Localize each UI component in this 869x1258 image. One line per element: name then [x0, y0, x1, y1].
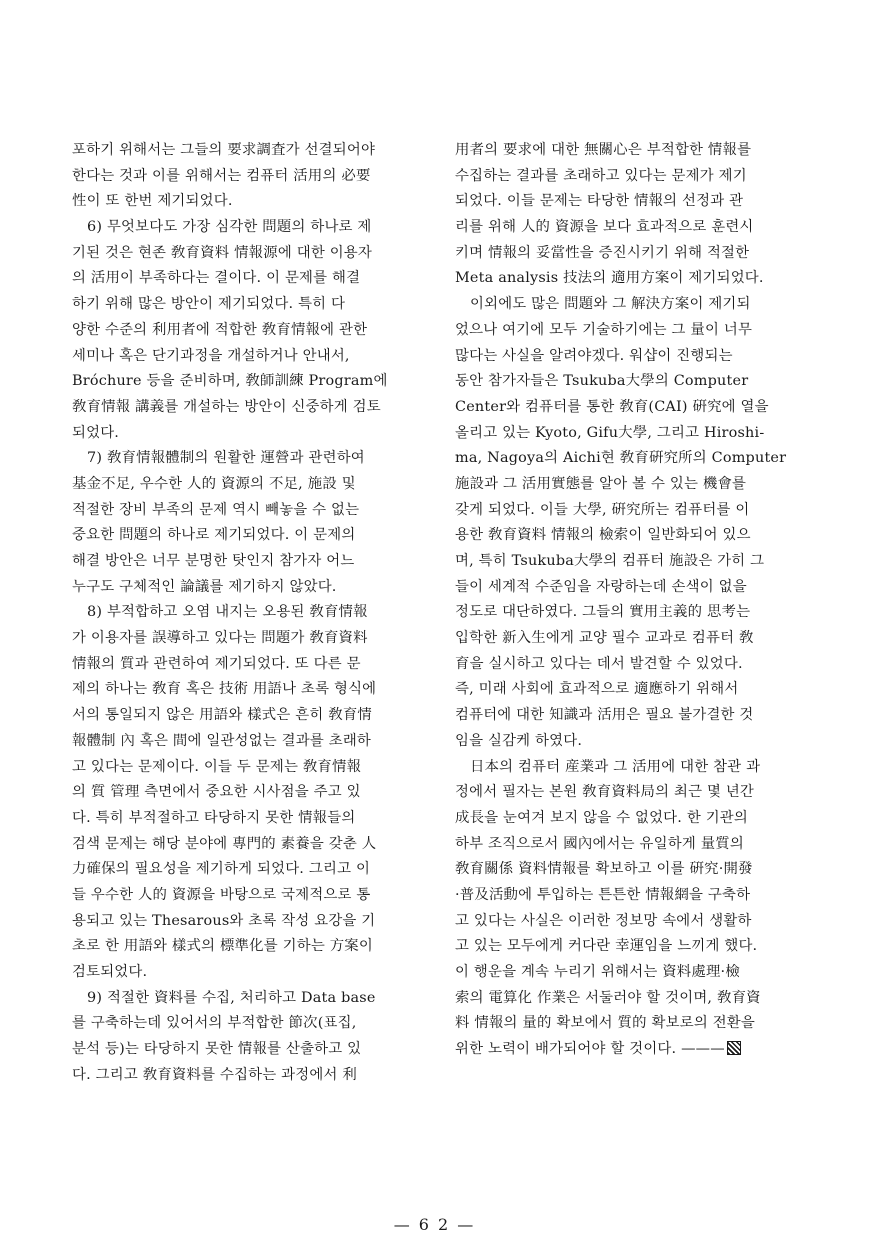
text-line — [455, 703, 805, 729]
text-line-content: 정에서 필자는 본원 敎育資料局의 최근 몇 년간 — [455, 784, 755, 801]
text-line — [72, 189, 414, 215]
text-line — [72, 1063, 414, 1089]
left-text-column — [72, 138, 414, 1088]
text-line — [455, 369, 805, 395]
text-line-content: 日本의 컴퓨터 産業과 그 活用에 대한 참관 과 — [470, 758, 761, 775]
text-line — [455, 292, 805, 318]
text-line — [72, 266, 414, 292]
text-line — [72, 703, 414, 729]
text-line-content: 며, 특히 Tsukuba大學의 컴퓨터 施設은 가히 그 — [455, 553, 765, 569]
text-line — [72, 549, 414, 575]
text-line-content: 컴퓨터에 대한 知識과 活用은 필요 불가결한 것 — [455, 707, 754, 724]
text-line-content: 다. 그리고 敎育資料를 수집하는 과정에서 利 — [72, 1066, 357, 1083]
text-line — [72, 832, 414, 858]
text-line-content: 포하기 위해서는 그들의 要求調査가 선결되어야 — [72, 142, 376, 158]
text-line — [72, 857, 414, 883]
text-line-content: 하부 조직으로서 國內에서는 유일하게 量質의 — [455, 835, 744, 852]
text-line — [455, 318, 805, 344]
text-line — [455, 344, 805, 370]
text-line — [455, 986, 805, 1012]
text-line-content: 料 情報의 量的 확보에서 質的 확보로의 전환을 — [455, 1015, 755, 1032]
text-line-content: 리를 위해 人的 資源을 보다 효과적으로 훈련시 — [455, 219, 754, 236]
text-line — [72, 883, 414, 909]
text-line-content: 敎育情報 講義를 개설하는 방안이 신중하게 검토 — [72, 398, 381, 415]
text-line — [72, 729, 414, 755]
text-line-content: 力確保의 필요성을 제기하게 되었다. 그리고 이 — [72, 861, 371, 878]
text-line-content: 위한 노력이 배가되어야 할 것이다. ——— — [455, 1041, 725, 1058]
text-line-content: 들 우수한 人的 資源을 바탕으로 국제적으로 통 — [72, 886, 371, 903]
text-line-content: 입학한 新入生에게 교양 필수 교과로 컴퓨터 敎 — [455, 630, 754, 647]
text-line-content: 7) 敎育情報體制의 원활한 運營과 관련하여 — [87, 450, 365, 467]
right-text-column — [455, 138, 805, 1063]
text-line — [72, 292, 414, 318]
text-line — [455, 446, 805, 472]
text-line — [455, 189, 805, 215]
text-line — [72, 344, 414, 370]
text-line — [72, 909, 414, 935]
text-line — [72, 934, 414, 960]
text-line-content: 분석 등)는 타당하지 못한 情報를 산출하고 있 — [72, 1041, 362, 1058]
text-line — [455, 241, 805, 267]
text-line — [455, 1037, 805, 1063]
text-line — [72, 1011, 414, 1037]
text-line-content: 갖게 되었다. 이들 大學, 硏究所는 컴퓨터를 이 — [455, 501, 750, 518]
text-line — [455, 472, 805, 498]
text-line-content: 의 活用이 부족하다는 결이다. 이 문제를 해결 — [72, 270, 361, 287]
text-line-content: 적절한 장비 부족의 문제 역시 빼놓을 수 없는 — [72, 501, 360, 518]
text-line — [455, 806, 805, 832]
text-line-content: 한다는 것과 이를 위해서는 컴퓨터 活用의 必要 — [72, 167, 371, 184]
text-line — [455, 857, 805, 883]
text-line — [72, 164, 414, 190]
text-line-content: 育을 실시하고 있다는 데서 발견할 수 있었다. — [455, 655, 743, 672]
text-line — [72, 498, 414, 524]
text-line — [455, 780, 805, 806]
text-line — [455, 600, 805, 626]
text-line — [72, 421, 414, 447]
text-line — [72, 446, 414, 472]
text-line — [72, 755, 414, 781]
text-line — [72, 600, 414, 626]
text-line — [455, 421, 805, 447]
text-line-content: 고 있다는 사실은 이러한 정보망 속에서 생활하 — [455, 912, 752, 929]
text-line-content: 키며 情報의 妥當性을 증진시키기 위해 적절한 — [455, 244, 750, 261]
text-line — [455, 883, 805, 909]
text-line — [72, 780, 414, 806]
text-line — [455, 395, 805, 421]
text-line-content: 양한 수준의 利用者에 적합한 敎育情報에 관한 — [72, 321, 368, 338]
text-line — [455, 960, 805, 986]
text-line-content: 고 있다는 문제이다. 이들 두 문제는 敎育情報 — [72, 758, 362, 775]
text-line-content: 용한 敎育資料 情報의 檢索이 일반화되어 있으 — [455, 527, 751, 544]
text-line — [455, 266, 805, 292]
text-line-content: 제의 하나는 敎育 혹은 技術 用語나 초록 형식에 — [72, 681, 377, 698]
text-line-content: 性이 또 한번 제기되었다. — [72, 193, 233, 210]
text-line — [455, 934, 805, 960]
text-line — [455, 832, 805, 858]
text-line-content: 가 이용자를 誤導하고 있다는 問題가 敎育資料 — [72, 630, 368, 647]
text-line — [455, 677, 805, 703]
text-line — [455, 498, 805, 524]
text-line — [72, 626, 414, 652]
text-line-content: ma, Nagoya의 Aichi현 敎育硏究所의 Computer — [455, 450, 787, 467]
text-line — [455, 729, 805, 755]
text-line-content: 정도로 대단하였다. 그들의 實用主義的 思考는 — [455, 604, 751, 621]
text-line — [72, 472, 414, 498]
text-line-content: 이 행운을 계속 누리기 위해서는 資料處理·檢 — [455, 964, 740, 980]
text-line-content: 9) 적절한 資料를 수집, 처리하고 Data base — [87, 989, 376, 1006]
text-line-content: 되었다. 이들 문제는 타당한 情報의 선정과 관 — [455, 193, 744, 210]
text-line-content: 올리고 있는 Kyoto, Gifu大學, 그리고 Hiroshi- — [455, 424, 765, 441]
text-line — [455, 909, 805, 935]
text-line-content: 다. 특히 부적절하고 타당하지 못한 情報들의 — [72, 809, 356, 826]
text-line — [455, 1011, 805, 1037]
text-line — [72, 138, 414, 164]
text-line-content: 하기 위해 많은 방안이 제기되었다. 특히 다 — [72, 296, 346, 313]
page-number: — 6 2 — — [393, 1215, 476, 1234]
text-line — [455, 626, 805, 652]
text-line — [72, 523, 414, 549]
text-line-content: Center와 컴퓨터를 통한 敎育(CAI) 硏究에 열을 — [455, 398, 769, 415]
text-line-content: 情報의 質과 관련하여 제기되었다. 또 다른 문 — [72, 655, 361, 672]
text-line-content: 施設과 그 活用實態를 알아 볼 수 있는 機會를 — [455, 475, 747, 492]
text-line — [72, 1037, 414, 1063]
text-line-content: Bróchure 등을 준비하며, 敎師訓練 Program에 — [72, 373, 388, 390]
text-line — [72, 986, 414, 1012]
text-line — [72, 806, 414, 832]
text-line-content: 수집하는 결과를 초래하고 있다는 문제가 제기 — [455, 167, 747, 184]
text-line-content: 索의 電算化 作業은 서둘러야 할 것이며, 敎育資 — [455, 989, 761, 1006]
text-line — [72, 652, 414, 678]
end-mark-icon — [727, 1041, 741, 1055]
text-line-content: 누구도 구체적인 論議를 제기하지 않았다. — [72, 578, 337, 595]
text-line-content: 중요한 問題의 하나로 제기되었다. 이 문제의 — [72, 527, 356, 544]
text-line-content: 초로 한 用語와 樣式의 標準化를 기하는 方案이 — [72, 938, 373, 955]
text-line-content: 임을 실감케 하였다. — [455, 732, 583, 749]
text-line — [455, 652, 805, 678]
text-line — [72, 575, 414, 601]
text-line-content: 6) 무엇보다도 가장 심각한 問題의 하나로 제 — [87, 219, 372, 236]
text-line-content: 基金不足, 우수한 人的 資源의 不足, 施設 및 — [72, 475, 356, 492]
text-line-content: 8) 부적합하고 오염 내지는 오용된 敎育情報 — [87, 604, 368, 621]
text-line — [455, 523, 805, 549]
text-line — [72, 395, 414, 421]
text-line — [72, 369, 414, 395]
text-line-content: 고 있는 모두에게 커다란 幸運임을 느끼게 했다. — [455, 938, 758, 955]
text-line-content: Meta analysis 技法의 適用方案이 제기되었다. — [455, 270, 764, 287]
text-line — [72, 241, 414, 267]
text-line-content: 敎育關係 資料情報를 확보하고 이를 硏究·開發 — [455, 861, 753, 878]
text-line-content: 報體制 內 혹은 間에 일관성없는 결과를 초래하 — [72, 732, 372, 749]
text-line-content: 즉, 미래 사회에 효과적으로 適應하기 위해서 — [455, 681, 739, 698]
text-line — [72, 318, 414, 344]
text-line-content: 었으나 여기에 모두 기술하기에는 그 量이 너무 — [455, 321, 753, 338]
text-line — [455, 575, 805, 601]
text-line-content: 검토되었다. — [72, 964, 148, 980]
text-line — [455, 549, 805, 575]
text-line-content: 되었다. — [72, 424, 120, 441]
text-line-content: 서의 통일되지 않은 用語와 樣式은 흔히 敎育情 — [72, 707, 372, 724]
text-line-content: 의 質 管理 측면에서 중요한 시사점을 주고 있 — [72, 784, 361, 801]
text-line-content: 를 구축하는데 있어서의 부적합한 節次(표집, — [72, 1015, 357, 1032]
text-line — [455, 215, 805, 241]
text-line-content: 들이 세계적 수준임을 자랑하는데 손색이 없을 — [455, 578, 747, 595]
text-line-content: 기된 것은 현존 敎育資料 情報源에 대한 이용자 — [72, 244, 372, 261]
text-line — [72, 960, 414, 986]
text-line-content: 해결 방안은 너무 분명한 탓인지 참가자 어느 — [72, 553, 355, 569]
text-line-content: 用者의 要求에 대한 無關心은 부적합한 情報를 — [455, 142, 752, 158]
text-line — [455, 164, 805, 190]
text-line — [72, 215, 414, 241]
text-line — [455, 138, 805, 164]
text-line-content: 용되고 있는 Thesarous와 초록 작성 요강을 기 — [72, 912, 376, 929]
text-line-content: 세미나 혹은 단기과정을 개설하거나 안내서, — [72, 347, 350, 364]
text-line-content: ·普及活動에 투입하는 튼튼한 情報網을 구축하 — [455, 886, 751, 903]
text-line-content: 많다는 사실을 알려야겠다. 워샵이 진행되는 — [455, 347, 733, 364]
text-line — [455, 755, 805, 781]
text-line-content: 이외에도 많은 問題와 그 解決方案이 제기되 — [470, 296, 751, 313]
text-line-content: 검색 문제는 해당 분야에 專門的 素養을 갖춘 人 — [72, 835, 377, 852]
text-line-content: 동안 참가자들은 Tsukuba大學의 Computer — [455, 373, 749, 390]
text-line — [72, 677, 414, 703]
text-line-content: 成長을 눈여겨 보지 않을 수 없었다. 한 기관의 — [455, 809, 748, 826]
